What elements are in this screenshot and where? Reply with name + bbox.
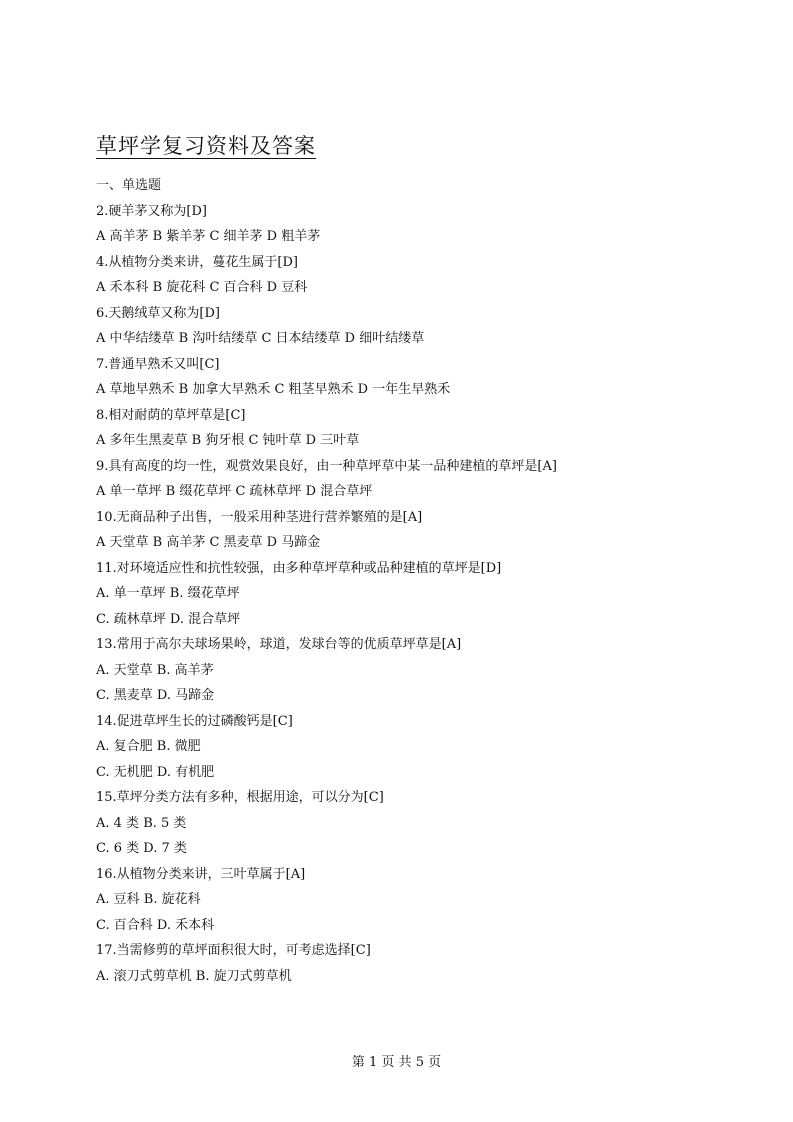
- answer-options-line: A 多年生黑麦草 B 狗牙根 C 钝叶草 D 三叶草: [96, 433, 360, 448]
- document-title: 草坪学复习资料及答案: [96, 134, 316, 158]
- answer-options-line: C. 无机肥 D. 有机肥: [96, 764, 215, 780]
- question-line: 15.草坪分类方法有多种，根据用途，可以分为[C]: [96, 790, 384, 805]
- question-line: 4.从植物分类来讲，蔓花生属于[D]: [96, 254, 298, 270]
- answer-options-line: C. 百合科 D. 禾本科: [96, 917, 215, 933]
- question-line: 10.无商品种子出售，一般采用种茎进行营养繁殖的是[A]: [96, 509, 423, 525]
- question-line: 9.具有高度的均一性，观赏效果良好，由一种草坪草中某一品种建植的草坪是[A]: [96, 458, 557, 474]
- answer-options-line: C. 6 类 D. 7 类: [96, 841, 187, 856]
- answer-options-line: A. 天堂草 B. 高羊茅: [96, 662, 214, 678]
- answer-options-line: A 高羊茅 B 紫羊茅 C 细羊茅 D 粗羊茅: [96, 229, 321, 244]
- question-line: 13.常用于高尔夫球场果岭，球道，发球台等的优质草坪草是[A]: [96, 637, 462, 652]
- answer-options-line: A. 单一草坪 B. 缀花草坪: [96, 586, 240, 601]
- question-line: 16.从植物分类来讲，三叶草属于[A]: [96, 866, 306, 882]
- answer-options-line: C. 黑麦草 D. 马蹄金: [96, 688, 215, 703]
- answer-options-line: A. 滚刀式剪草机 B. 旋刀式剪草机: [96, 968, 292, 984]
- question-line: 6.天鹅绒草又称为[D]: [96, 305, 220, 321]
- question-line: 8.相对耐荫的草坪草是[C]: [96, 407, 246, 423]
- question-line: 17.当需修剪的草坪面积很大时，可考虑选择[C]: [96, 943, 371, 958]
- question-line: 14.促进草坪生长的过磷酸钙是[C]: [96, 713, 293, 729]
- answer-options-line: A 中华结缕草 B 沟叶结缕草 C 日本结缕草 D 细叶结缕草: [96, 331, 425, 346]
- answer-options-line: C. 疏林草坪 D. 混合草坪: [96, 611, 241, 627]
- answer-options-line: A 草地早熟禾 B 加拿大早熟禾 C 粗茎早熟禾 D 一年生早熟禾: [96, 382, 451, 397]
- answer-options-line: A 天堂草 B 高羊茅 C 黑麦草 D 马蹄金: [96, 535, 321, 550]
- answer-options-line: A 禾本科 B 旋花科 C 百合科 D 豆科: [96, 280, 308, 295]
- answer-options-line: A. 复合肥 B. 微肥: [96, 739, 201, 754]
- answer-options-line: A 单一草坪 B 缀花草坪 C 疏林草坪 D 混合草坪: [96, 484, 373, 499]
- question-line: 7.普通早熟禾又叫[C]: [96, 356, 220, 372]
- document-body: [96, 173, 716, 989]
- section-heading: 一、单选题: [96, 178, 162, 193]
- answer-options-line: A. 4 类 B. 5 类: [96, 815, 187, 831]
- answer-options-line: A. 豆科 B. 旋花科: [96, 892, 201, 907]
- page-number-footer: 第 1 页 共 5 页: [351, 1055, 442, 1070]
- question-line: 11.对环境适应性和抗性较强，由多种草坪草种或品种建植的草坪是[D]: [96, 560, 502, 576]
- question-line: 2.硬羊茅又称为[D]: [96, 203, 207, 219]
